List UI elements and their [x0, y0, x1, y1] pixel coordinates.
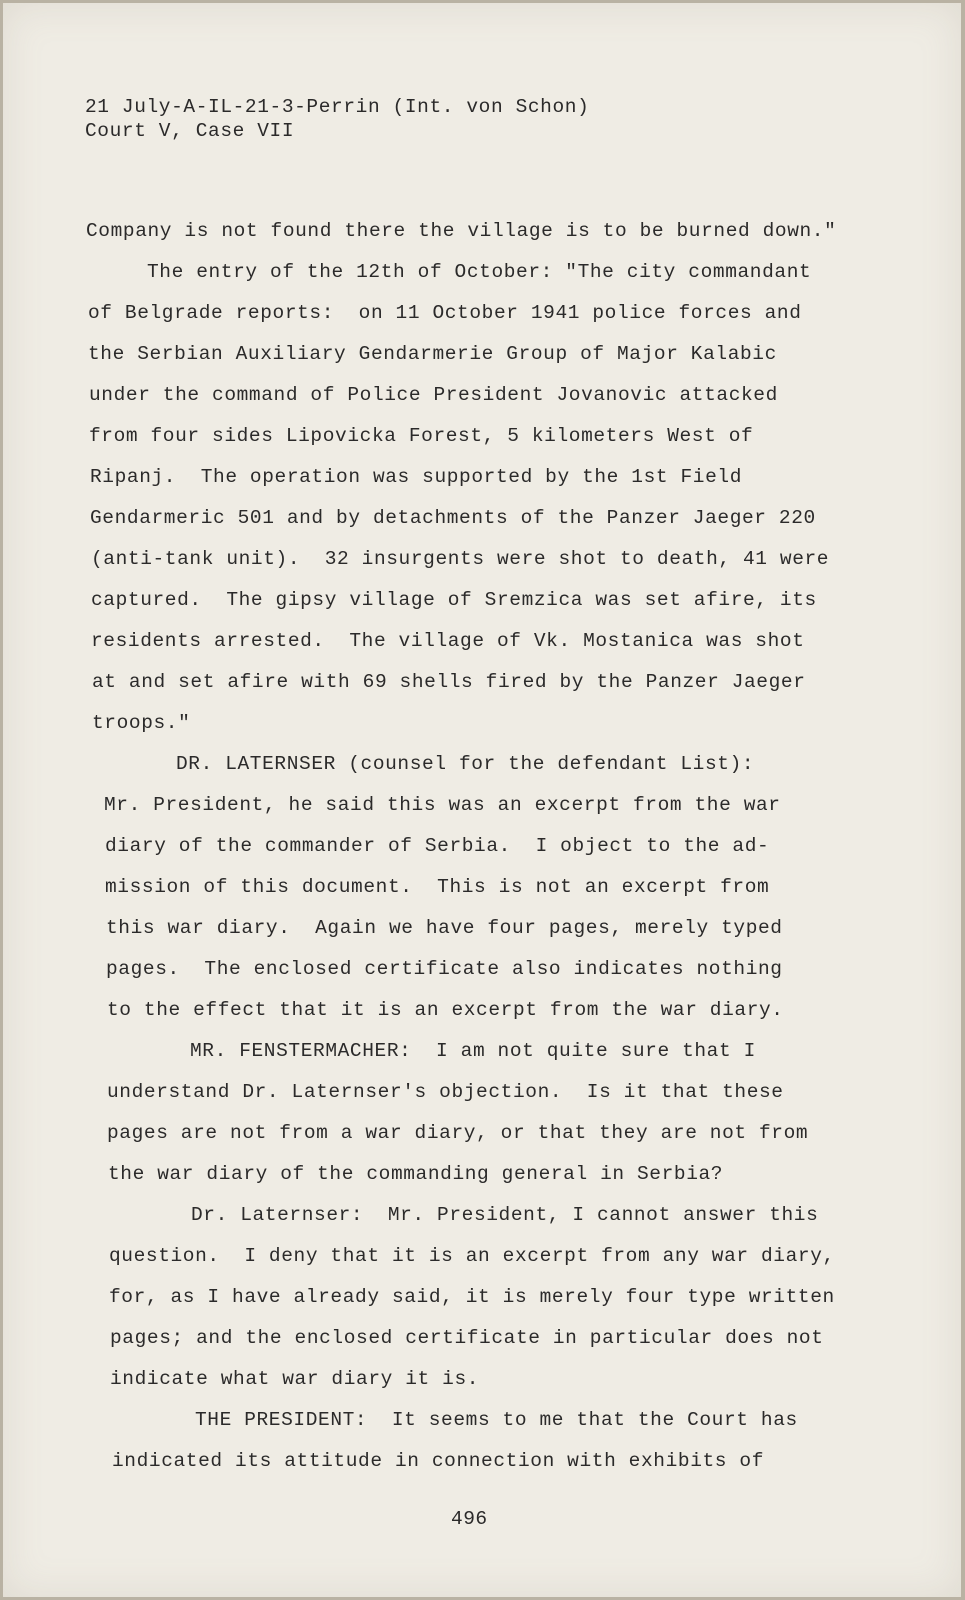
page-number: 496: [451, 1508, 488, 1530]
body-line: Ripanj. The operation was supported by the 1st Field: [90, 466, 743, 488]
body-line: question. I deny that it is an excerpt from any war diary,: [109, 1245, 835, 1267]
document-page: [3, 3, 961, 1597]
body-line: pages. The enclosed certificate also indicates nothing: [106, 958, 783, 980]
body-line: the Serbian Auxiliary Gendarmerie Group of Major Kalabic: [88, 343, 777, 365]
body-line: pages; and the enclosed certificate in particular does not: [110, 1327, 824, 1349]
body-line: to the effect that it is an excerpt from the war diary.: [107, 999, 784, 1021]
speaker-line-fenstermacher: MR. FENSTERMACHER: I am not quite sure that I: [190, 1040, 756, 1062]
header-line-1: 21 July-A-IL-21-3-Perrin (Int. von Schon): [85, 96, 590, 118]
header-line-2: Court V, Case VII: [85, 120, 295, 142]
body-line: captured. The gipsy village of Sremzica was set afire, its: [91, 589, 817, 611]
body-line: the war diary of the commanding general in Serbia?: [108, 1163, 724, 1185]
body-line: Gendarmeric 501 and by detachments of the Panzer Jaeger 220: [90, 507, 816, 529]
body-line: The entry of the 12th of October: "The city commandant: [147, 261, 812, 283]
body-line: of Belgrade reports: on 11 October 1941 police forces and: [88, 302, 802, 324]
body-line: indicate what war diary it is.: [110, 1368, 480, 1390]
body-line: Mr. President, he said this was an excerpt from the war: [104, 794, 781, 816]
body-line: this war diary. Again we have four pages, merely typed: [106, 917, 783, 939]
body-line: Company is not found there the village is to be burned down.": [86, 220, 837, 242]
speaker-line-laternser-2: Dr. Laternser: Mr. President, I cannot answer this: [191, 1204, 819, 1226]
body-line: understand Dr. Laternser's objection. Is it that these: [107, 1081, 784, 1103]
body-line: at and set afire with 69 shells fired by the Panzer Jaeger: [92, 671, 806, 693]
body-line: indicated its attitude in connection with exhibits of: [112, 1450, 765, 1472]
speaker-line-president: THE PRESIDENT: It seems to me that the Court has: [195, 1409, 798, 1431]
body-line: pages are not from a war diary, or that they are not from: [107, 1122, 809, 1144]
body-line: diary of the commander of Serbia. I object to the ad-: [105, 835, 770, 857]
body-line: mission of this document. This is not an excerpt from: [105, 876, 770, 898]
body-line: (anti-tank unit). 32 insurgents were shot to death, 41 were: [91, 548, 830, 570]
speaker-line-laternser: DR. LATERNSER (counsel for the defendant List):: [176, 753, 755, 775]
body-line: residents arrested. The village of Vk. Mostanica was shot: [91, 630, 805, 652]
body-line: troops.": [92, 712, 191, 734]
body-line: for, as I have already said, it is merely four type written: [109, 1286, 835, 1308]
body-line: from four sides Lipovicka Forest, 5 kilometers West of: [89, 425, 754, 447]
body-line: under the command of Police President Jovanovic attacked: [89, 384, 778, 406]
